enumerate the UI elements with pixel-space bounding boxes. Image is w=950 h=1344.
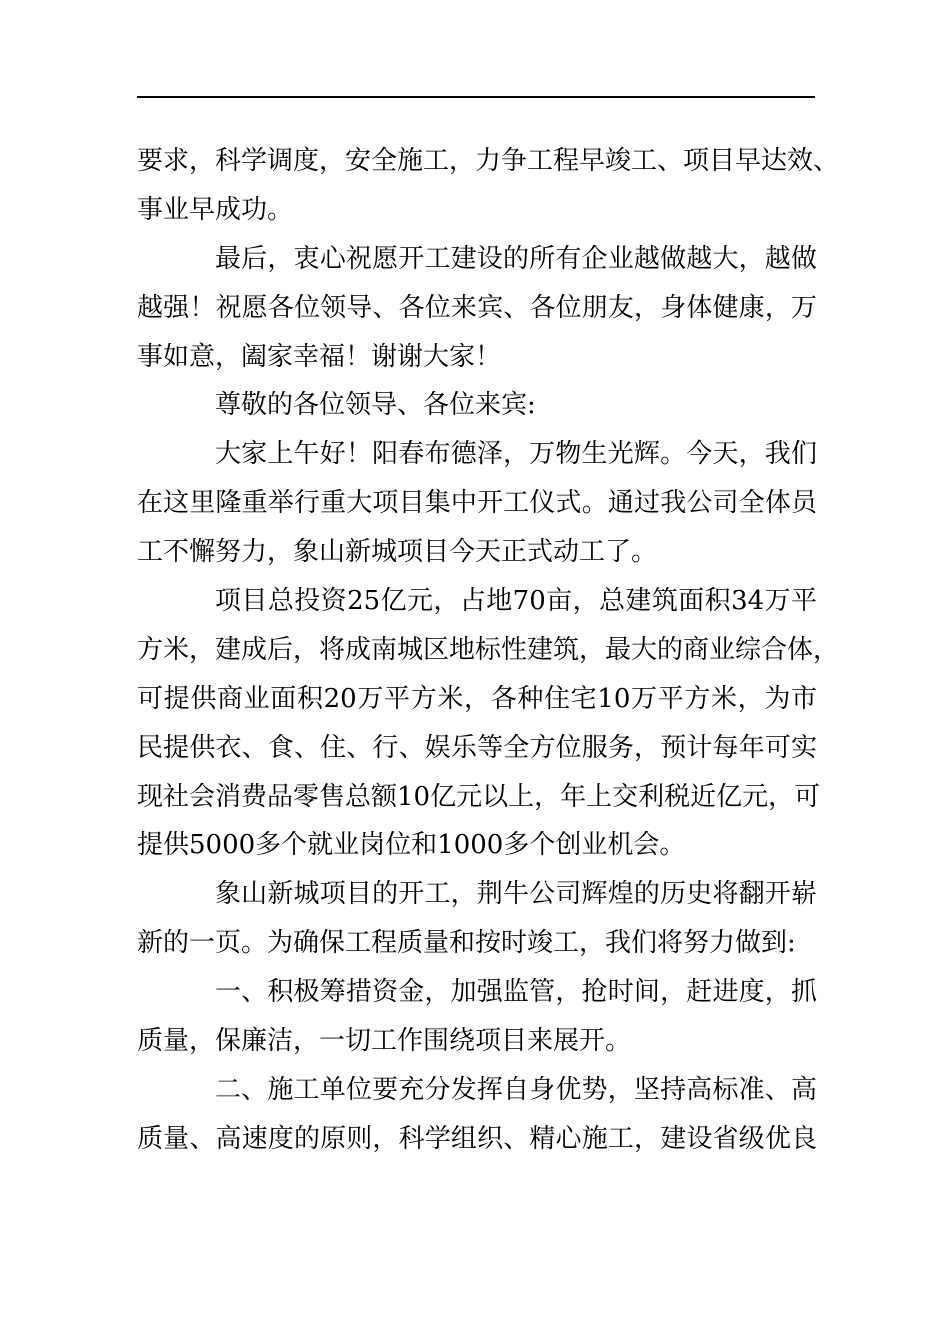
text-line: 质量、高速度的原则，科学组织、精心施工，建设省级优良 (137, 1123, 817, 1154)
text-line: 可提供商业面积20万平方米，各种住宅10万平方米，为市 (137, 683, 817, 714)
text-line: 方米，建成后，将成南城区地标性建筑，最大的商业综合体， (137, 634, 840, 665)
body-text (137, 137, 840, 1164)
text-line: 质量，保廉洁，一切工作围绕项目来展开。 (137, 1026, 632, 1057)
text-line: 一、积极筹措资金，加强监管，抢时间，赶进度，抓 (215, 977, 817, 1008)
text-line: 现社会消费品零售总额10亿元以上，年上交利税近亿元，可 (137, 781, 821, 812)
text-line: 提供5000多个就业岗位和1000多个创业机会。 (137, 830, 686, 861)
text-line: 新的一页。为确保工程质量和按时竣工，我们将努力做到: (137, 928, 796, 959)
text-line: 在这里隆重举行重大项目集中开工仪式。通过我公司全体员 (137, 488, 817, 519)
text-line: 象山新城项目的开工，荆牛公司辉煌的历史将翻开崭 (215, 879, 817, 910)
text-line: 要求，科学调度，安全施工，力争工程早竣工、项目早达效、 (137, 146, 840, 176)
text-line: 越强！祝愿各位领导、各位来宾、各位朋友，身体健康，万 (137, 292, 817, 323)
header-rule (137, 96, 815, 98)
text-line: 事如意，阖家幸福！谢谢大家！ (137, 341, 502, 372)
text-line: 最后，衷心祝愿开工建设的所有企业越做越大，越做 (215, 243, 817, 274)
text-line: 大家上午好！阳春布德泽，万物生光辉。今天，我们 (215, 439, 817, 470)
text-line: 工不懈努力，象山新城项目今天正式动工了。 (137, 537, 658, 568)
text-line: 项目总投资25亿元，占地70亩，总建筑面积34万平 (215, 586, 817, 617)
text-line: 事业早成功。 (137, 194, 294, 225)
text-line: 二、施工单位要充分发挥自身优势，坚持高标准、高 (215, 1074, 817, 1105)
text-line: 尊敬的各位领导、各位来宾: (215, 390, 536, 421)
text-line: 民提供衣、食、住、行、娱乐等全方位服务，预计每年可实 (137, 732, 817, 763)
